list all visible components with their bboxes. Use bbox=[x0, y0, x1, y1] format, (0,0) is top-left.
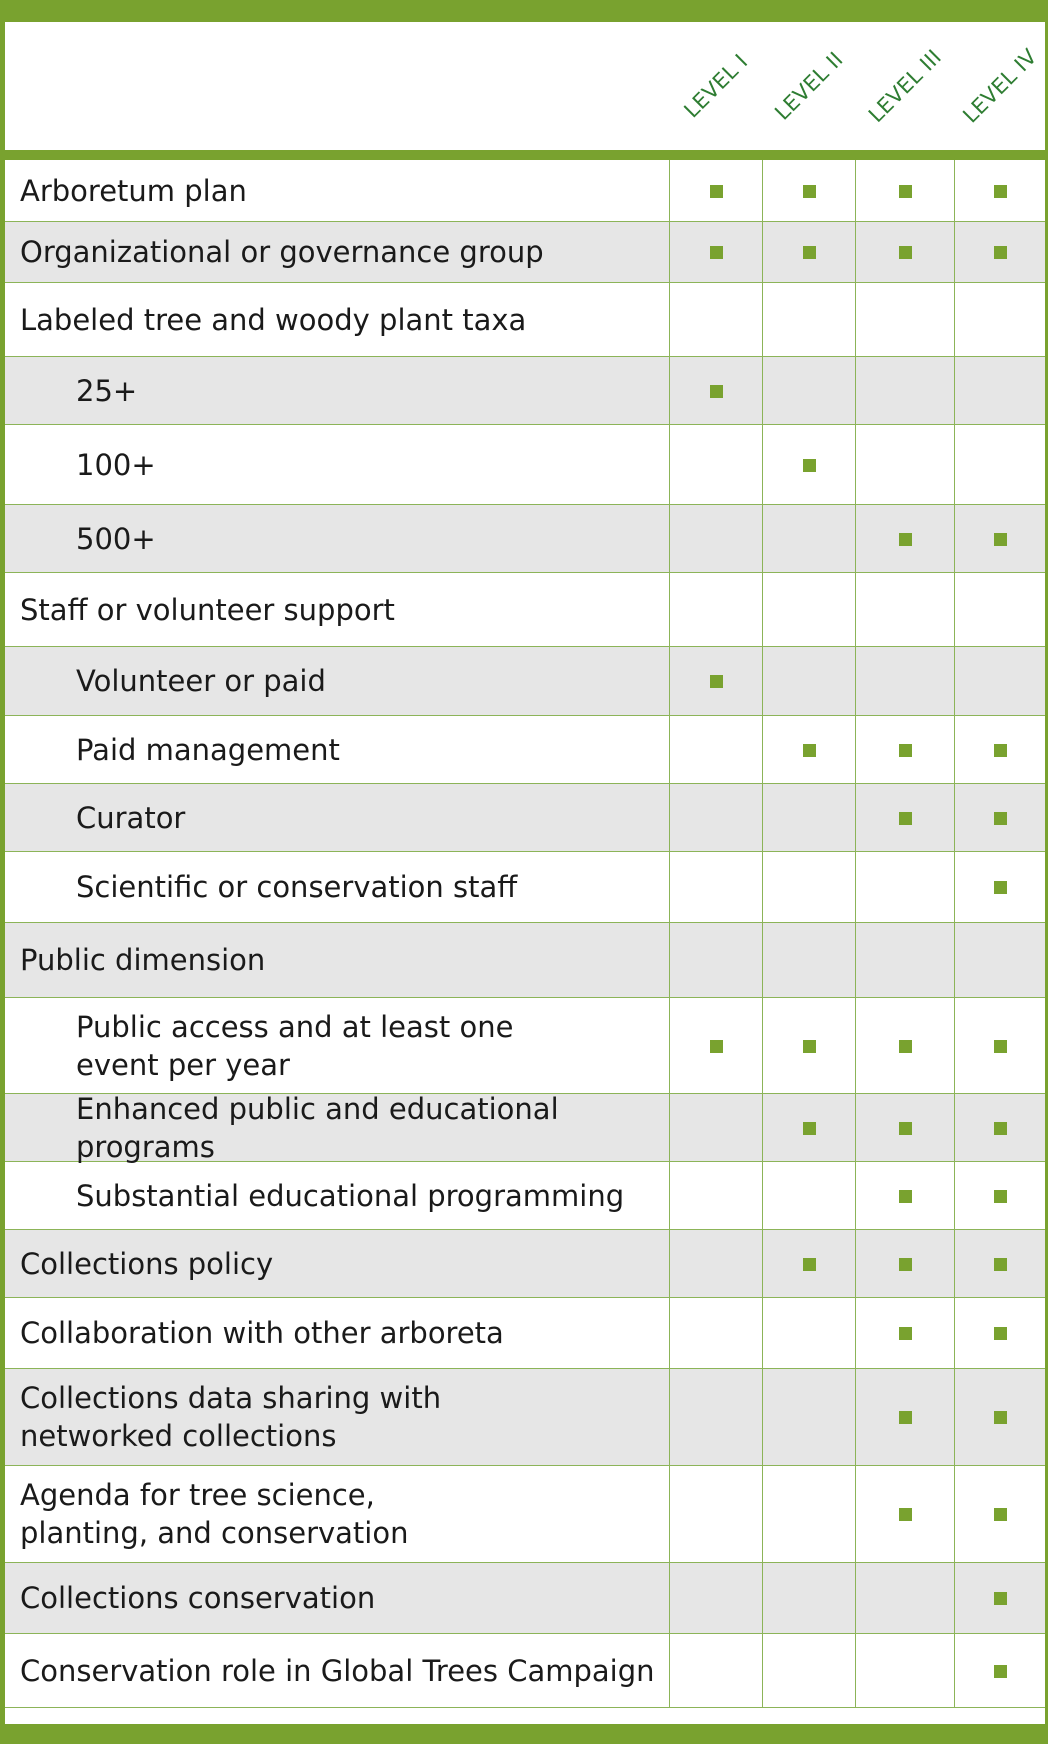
level-cell-2 bbox=[762, 852, 855, 922]
check-square-icon bbox=[803, 1122, 816, 1135]
table-row bbox=[5, 357, 1045, 425]
level-cell-4 bbox=[954, 716, 1045, 783]
table-row bbox=[5, 160, 1045, 222]
level-cell-2 bbox=[762, 716, 855, 783]
table-row bbox=[5, 425, 1045, 505]
level-cell-4 bbox=[954, 222, 1045, 282]
check-square-icon bbox=[994, 812, 1007, 825]
row-label: 500+ bbox=[76, 521, 156, 556]
level-cell-1 bbox=[669, 357, 762, 424]
level-cell-1 bbox=[669, 784, 762, 851]
level-cell-3 bbox=[855, 923, 954, 997]
level-cell-1 bbox=[669, 425, 762, 504]
check-square-icon bbox=[899, 812, 912, 825]
table-row bbox=[5, 852, 1045, 923]
level-cell-1 bbox=[669, 1094, 762, 1161]
check-square-icon bbox=[994, 881, 1007, 894]
level-cell-2 bbox=[762, 1563, 855, 1633]
level-cell-2 bbox=[762, 222, 855, 282]
level-cell-2 bbox=[762, 1369, 855, 1465]
level-cell-3 bbox=[855, 425, 954, 504]
level-cell-4 bbox=[954, 1634, 1045, 1707]
level-cell-3 bbox=[855, 1230, 954, 1297]
level-cell-4 bbox=[954, 852, 1045, 922]
check-square-icon bbox=[994, 1665, 1007, 1678]
check-square-icon bbox=[994, 1508, 1007, 1521]
level-cell-4 bbox=[954, 573, 1045, 646]
check-square-icon bbox=[899, 1411, 912, 1424]
table-row bbox=[5, 1634, 1045, 1708]
level-cell-2 bbox=[762, 647, 855, 715]
row-label: Curator bbox=[76, 800, 186, 835]
level-cell-4 bbox=[954, 1094, 1045, 1161]
check-square-icon bbox=[710, 1040, 723, 1053]
level-cell-2 bbox=[762, 1634, 855, 1707]
row-label: Labeled tree and woody plant taxa bbox=[20, 302, 527, 337]
level-cell-2 bbox=[762, 923, 855, 997]
level-cell-2 bbox=[762, 1230, 855, 1297]
check-square-icon bbox=[899, 533, 912, 546]
level-cell-3 bbox=[855, 1298, 954, 1368]
row-label: Arboretum plan bbox=[20, 173, 247, 208]
level-cell-3 bbox=[855, 505, 954, 572]
row-label: Public dimension bbox=[20, 943, 266, 977]
level-cell-2 bbox=[762, 1162, 855, 1229]
row-label: Collaboration with other arboreta bbox=[20, 1316, 504, 1350]
level-cell-3 bbox=[855, 222, 954, 282]
table-row bbox=[5, 505, 1045, 573]
level-cell-4 bbox=[954, 160, 1045, 221]
row-label: Volunteer or paid bbox=[76, 664, 326, 698]
check-square-icon bbox=[899, 1508, 912, 1521]
level-cell-1 bbox=[669, 160, 762, 221]
level-cell-3 bbox=[855, 647, 954, 715]
table-row bbox=[5, 647, 1045, 716]
check-square-icon bbox=[994, 1190, 1007, 1203]
row-label: 100+ bbox=[76, 447, 156, 482]
check-square-icon bbox=[803, 1040, 816, 1053]
level-cell-4 bbox=[954, 998, 1045, 1093]
level-cell-2 bbox=[762, 283, 855, 356]
level-cell-4 bbox=[954, 923, 1045, 997]
check-square-icon bbox=[710, 675, 723, 688]
check-square-icon bbox=[899, 185, 912, 198]
level-cell-1 bbox=[669, 222, 762, 282]
level-cell-3 bbox=[855, 716, 954, 783]
level-cell-2 bbox=[762, 998, 855, 1093]
table-row bbox=[5, 1162, 1045, 1230]
check-square-icon bbox=[994, 744, 1007, 757]
level-cell-1 bbox=[669, 505, 762, 572]
level-cell-1 bbox=[669, 647, 762, 715]
header-divider bbox=[5, 150, 1045, 160]
table-row bbox=[5, 923, 1045, 998]
row-label: Collections policy bbox=[20, 1246, 274, 1281]
level-cell-1 bbox=[669, 1230, 762, 1297]
row-label: Public access and at least one event per year bbox=[76, 1009, 514, 1082]
level-cell-3 bbox=[855, 357, 954, 424]
table-row bbox=[5, 998, 1045, 1094]
level-cell-3 bbox=[855, 1634, 954, 1707]
check-square-icon bbox=[710, 385, 723, 398]
check-square-icon bbox=[803, 246, 816, 259]
level-cell-1 bbox=[669, 1563, 762, 1633]
row-label: Paid management bbox=[76, 732, 340, 767]
level-cell-4 bbox=[954, 784, 1045, 851]
level-header-3: LEVEL III bbox=[863, 44, 946, 128]
check-square-icon bbox=[710, 246, 723, 259]
column-divider bbox=[762, 160, 763, 1708]
level-cell-2 bbox=[762, 573, 855, 646]
level-cell-3 bbox=[855, 1563, 954, 1633]
check-square-icon bbox=[994, 246, 1007, 259]
table-row bbox=[5, 1369, 1045, 1466]
level-cell-1 bbox=[669, 1634, 762, 1707]
level-cell-3 bbox=[855, 784, 954, 851]
level-cell-3 bbox=[855, 1466, 954, 1562]
level-cell-1 bbox=[669, 573, 762, 646]
row-label: Staff or volunteer support bbox=[20, 592, 395, 627]
level-cell-3 bbox=[855, 160, 954, 221]
level-cell-3 bbox=[855, 1369, 954, 1465]
table-row bbox=[5, 1563, 1045, 1634]
check-square-icon bbox=[994, 1122, 1007, 1135]
level-cell-1 bbox=[669, 716, 762, 783]
level-cell-2 bbox=[762, 425, 855, 504]
row-label: Conservation role in Global Trees Campaign bbox=[20, 1653, 655, 1688]
level-cell-2 bbox=[762, 1466, 855, 1562]
check-square-icon bbox=[994, 533, 1007, 546]
check-square-icon bbox=[710, 185, 723, 198]
requirements-table bbox=[5, 22, 1045, 1724]
row-label: 25+ bbox=[76, 373, 138, 408]
level-cell-4 bbox=[954, 1369, 1045, 1465]
check-square-icon bbox=[803, 185, 816, 198]
level-cell-1 bbox=[669, 1162, 762, 1229]
check-square-icon bbox=[803, 459, 816, 472]
row-label: Substantial educational programming bbox=[76, 1178, 625, 1213]
table-row bbox=[5, 1466, 1045, 1563]
level-cell-3 bbox=[855, 998, 954, 1093]
level-cell-1 bbox=[669, 852, 762, 922]
level-cell-2 bbox=[762, 357, 855, 424]
level-header-4: LEVEL IV bbox=[957, 44, 1042, 128]
table-row bbox=[5, 283, 1045, 357]
level-cell-4 bbox=[954, 505, 1045, 572]
level-cell-4 bbox=[954, 283, 1045, 356]
row-label: Enhanced public and educational programs bbox=[76, 1091, 559, 1164]
check-square-icon bbox=[899, 1258, 912, 1271]
check-square-icon bbox=[899, 1190, 912, 1203]
check-square-icon bbox=[899, 1040, 912, 1053]
column-divider bbox=[669, 160, 670, 1708]
check-square-icon bbox=[899, 744, 912, 757]
level-cell-1 bbox=[669, 1298, 762, 1368]
level-cell-4 bbox=[954, 357, 1045, 424]
row-label: Scientific or conservation staff bbox=[76, 870, 518, 904]
level-cell-1 bbox=[669, 1466, 762, 1562]
level-cell-4 bbox=[954, 1230, 1045, 1297]
level-cell-4 bbox=[954, 1162, 1045, 1229]
level-cell-2 bbox=[762, 160, 855, 221]
level-cell-4 bbox=[954, 425, 1045, 504]
row-label: Organizational or governance group bbox=[20, 235, 544, 269]
check-square-icon bbox=[994, 1592, 1007, 1605]
level-cell-4 bbox=[954, 1298, 1045, 1368]
check-square-icon bbox=[803, 1258, 816, 1271]
level-cell-2 bbox=[762, 784, 855, 851]
row-label: Collections data sharing with networked collections bbox=[20, 1381, 442, 1453]
level-header-1: LEVEL I bbox=[678, 49, 753, 123]
check-square-icon bbox=[803, 744, 816, 757]
level-cell-2 bbox=[762, 505, 855, 572]
table-row bbox=[5, 222, 1045, 283]
table-row bbox=[5, 716, 1045, 784]
level-cell-4 bbox=[954, 1563, 1045, 1633]
table-row bbox=[5, 573, 1045, 647]
check-square-icon bbox=[994, 1411, 1007, 1424]
table-row bbox=[5, 1091, 1045, 1164]
level-header-2: LEVEL II bbox=[769, 47, 848, 125]
check-square-icon bbox=[899, 1122, 912, 1135]
check-square-icon bbox=[994, 1258, 1007, 1271]
level-cell-1 bbox=[669, 1369, 762, 1465]
level-cell-1 bbox=[669, 998, 762, 1093]
level-cell-3 bbox=[855, 1094, 954, 1161]
check-square-icon bbox=[899, 246, 912, 259]
check-square-icon bbox=[994, 1327, 1007, 1340]
level-cell-1 bbox=[669, 923, 762, 997]
level-cell-4 bbox=[954, 647, 1045, 715]
level-cell-2 bbox=[762, 1298, 855, 1368]
level-cell-2 bbox=[762, 1094, 855, 1161]
row-label: Collections conservation bbox=[20, 1581, 376, 1615]
level-cell-3 bbox=[855, 573, 954, 646]
check-square-icon bbox=[994, 1040, 1007, 1053]
table-header bbox=[5, 22, 1045, 150]
check-square-icon bbox=[994, 185, 1007, 198]
level-cell-3 bbox=[855, 1162, 954, 1229]
level-cell-3 bbox=[855, 283, 954, 356]
column-divider bbox=[855, 160, 856, 1708]
check-square-icon bbox=[899, 1327, 912, 1340]
level-cell-1 bbox=[669, 283, 762, 356]
level-cell-4 bbox=[954, 1466, 1045, 1562]
table-row bbox=[5, 784, 1045, 852]
row-label: Agenda for tree science, planting, and conservation bbox=[20, 1478, 409, 1550]
level-cell-3 bbox=[855, 852, 954, 922]
column-divider bbox=[954, 160, 955, 1708]
table-row bbox=[5, 1230, 1045, 1298]
table-row bbox=[5, 1298, 1045, 1369]
